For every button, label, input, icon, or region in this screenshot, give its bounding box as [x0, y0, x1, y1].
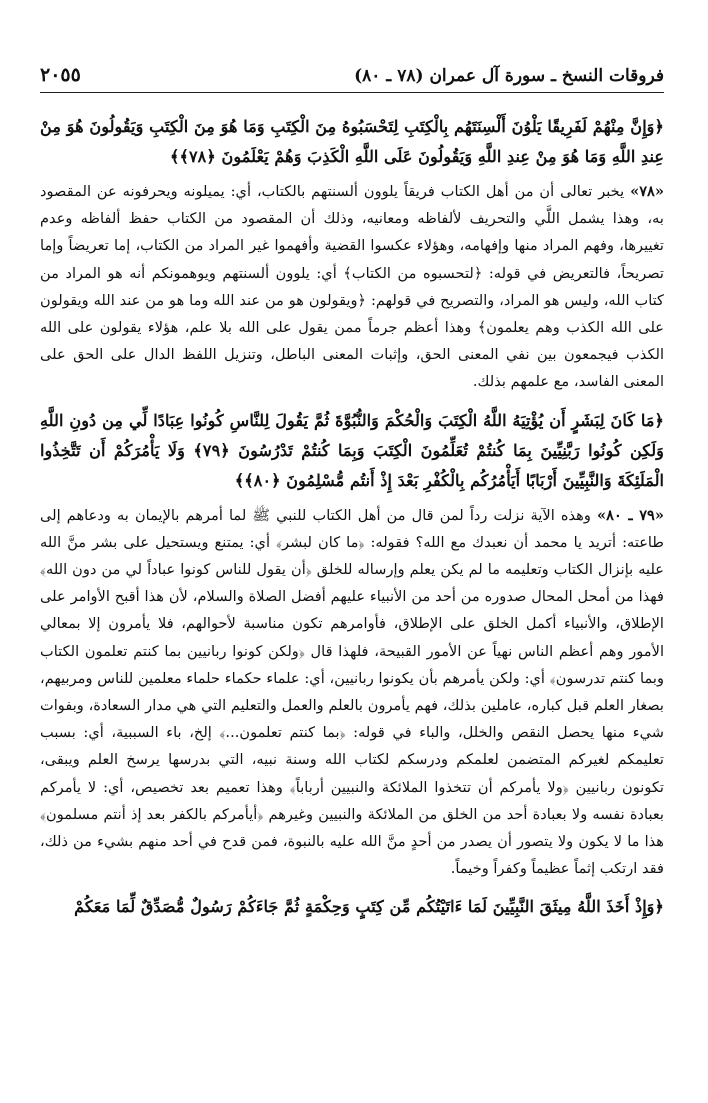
tafsir-79-80	[40, 502, 664, 883]
ayah-81: ﴿وَإِذْ أَخَذَ اللَّهُ مِيثَقَ النَّبِيِّينَ لَمَا ءَاتَيْتُكُم مِّن كِتَبٍ وَحِكْمَةٍ ثُمَّ جَاءَكُمْ رَسُولٌ مُّصَدِّقٌ لِّمَا مَعَكُمْ	[74, 897, 664, 917]
page-number: ٢٠٥٥	[40, 64, 81, 86]
ayah-79-80: ﴿مَا كَانَ لِبَشَرٍ أَن يُؤْتِيَهُ اللَّهُ الْكِتَبَ وَالْحُكْمَ وَالنُّبُوَّةَ ثُمَّ يَقُولَ لِلنَّاسِ كُونُوا عِبَادًا لِّي مِن دُونِ اللَّهِ وَلَكِن كُونُوا رَبَّنِيِّينَ بِمَا كُنتُمْ تُعَلِّمُونَ الْكِتَبَ وَبِمَا كُنتُمْ تَدْرُسُونَ ﴿٧٩﴾ وَلَا يَأْمُرَكُمْ أَن تَتَّخِذُوا الْمَلَئِكَةَ وَالنَّبِيِّينَ أَرْبَابًا أَيَأْمُرُكُم بِالْكُفْرِ بَعْدَ إِذْ أَنتُم مُّسْلِمُونَ ﴿٨٠﴾﴾	[40, 410, 664, 490]
ayah-78: ﴿وَإِنَّ مِنْهُمْ لَفَرِيقًا يَلْوُنَ أَلْسِنَتَهُم بِالْكِتَبِ لِتَحْسَبُوهُ مِنَ الْكِتَبِ وَمَا هُوَ مِنَ الْكِتَبِ وَيَقُولُونَ هُوَ مِنْ عِندِ اللَّهِ وَمَا هُوَ مِنْ عِندِ اللَّهِ وَيَقُولُونَ عَلَى اللَّهِ الْكَذِبَ وَهُمْ يَعْلَمُونَ ﴿٧٨﴾﴾	[40, 117, 664, 166]
running-header	[40, 64, 664, 93]
tafsir-78	[40, 178, 664, 396]
verse-number-78: «٧٨»	[630, 183, 664, 200]
tafsir-79-80-text: وهذه الآية نزلت رداً لمن قال من أهل الكتاب للنبي ﷺ لما أمرهم بالإيمان به ودعاهم إلى طاعته: أتريد يا محمد أن نعبدك مع الله؟ فقوله: ﴿ما كان لبشر﴾ أي: يمتنع ويستحيل على بشر منَّ الله عليه بإنزال الكتاب وتعليمه ما لم يكن يعلم وإرساله للخلق ﴿أن يقول للناس كونوا عباداً لي من دون الله﴾ فهذا من أمحل المحال صدوره من أحد من الأنبياء عليهم أفضل الصلاة والسلام، لأن هذا أقبح الأوامر على الإطلاق، والأنبياء أكمل الخلق على الإطلاق، فأوامرهم تكون مناسبة لأحوالهم، فلا يأمرون إلا بمعالي الأمور وهم أعظم الناس نهياً عن الأمور القبيحة، فلهذا قال ﴿ولكن كونوا ربانيين بما كنتم تعلمون الكتاب وبما كنتم تدرسون﴾ أي: ولكن يأمرهم بأن يكونوا ربانيين، أي: علماء حكماء حلماء معلمين للناس ومربيهم، بصغار العلم قبل كباره، عاملين بذلك، فهم يأمرون بالعلم والعمل والتعليم التي هي مدار السعادة، وبفوات شيء منها يحصل النقص والخلل، والباء في قوله: ﴿بما كنتم تعلمون...﴾ إلخ، باء السببية، أي: بسبب تعليمكم لغيركم المتضمن لعلمكم ودرسكم لكتاب الله وسنة نبيه، التي بدرسها يرسخ العلم ويبقى، تكونون ربانيين ﴿ولا يأمركم أن تتخذوا الملائكة والنبيين أرباباً﴾ وهذا تعميم بعد تخصيص، أي: لا يأمركم بعبادة نفسه ولا بعبادة أحد من الخلق من الملائكة والنبيين وغيرهم ﴿أيأمركم بالكفر بعد إذ أنتم مسلمون﴾ هذا ما لا يكون ولا يتصور أن يصدر من أحدٍ منَّ الله عليه بالنبوة، فمن قدح في أحد منهم بشيء من ذلك، فقد ارتكب إثماً عظيماً وكفراً وخيماً.	[40, 506, 664, 878]
tafsir-78-text: يخبر تعالى أن من أهل الكتاب فريقاً يلوون ألسنتهم بالكتاب، أي: يميلونه ويحرفونه عن المقصود به، وهذا يشمل اللَّي والتحريف لألفاظه ومعانيه، وذلك أن المقصود من الكتاب حفظ ألفاظه وعدم تغييرها، وفهم المراد منها وإفهامه، وهؤلاء عكسوا القضية وأفهموا غير المراد من الكتاب، إما تعريضاً وإما تصريحاً، فالتعريض في قوله: ﴿لتحسبوه من الكتاب﴾ أي: يلوون ألسنتهم ويوهمونكم أنه هو المراد من كتاب الله، وليس هو المراد، والتصريح في قولهم: ﴿ويقولون هو من عند الله وما هو من عند الله ويقولون على الله الكذب وهم يعلمون﴾ وهذا أعظم جرماً ممن يقول على الله بلا علم، هؤلاء يقولون على الله الكذب فيجمعون بين نفي المعنى الحق، وإثبات المعنى الباطل، وتنزيل اللفظ الدال على الحق على المعنى الفاسد، مع علمهم بذلك.	[40, 183, 664, 391]
page-body	[40, 112, 664, 928]
verse-number-79-80: «٧٩ ـ ٨٠»	[597, 506, 665, 524]
header-title: فروقات النسخ ـ سورة آل عمران (٧٨ ـ ٨٠)	[354, 66, 664, 86]
